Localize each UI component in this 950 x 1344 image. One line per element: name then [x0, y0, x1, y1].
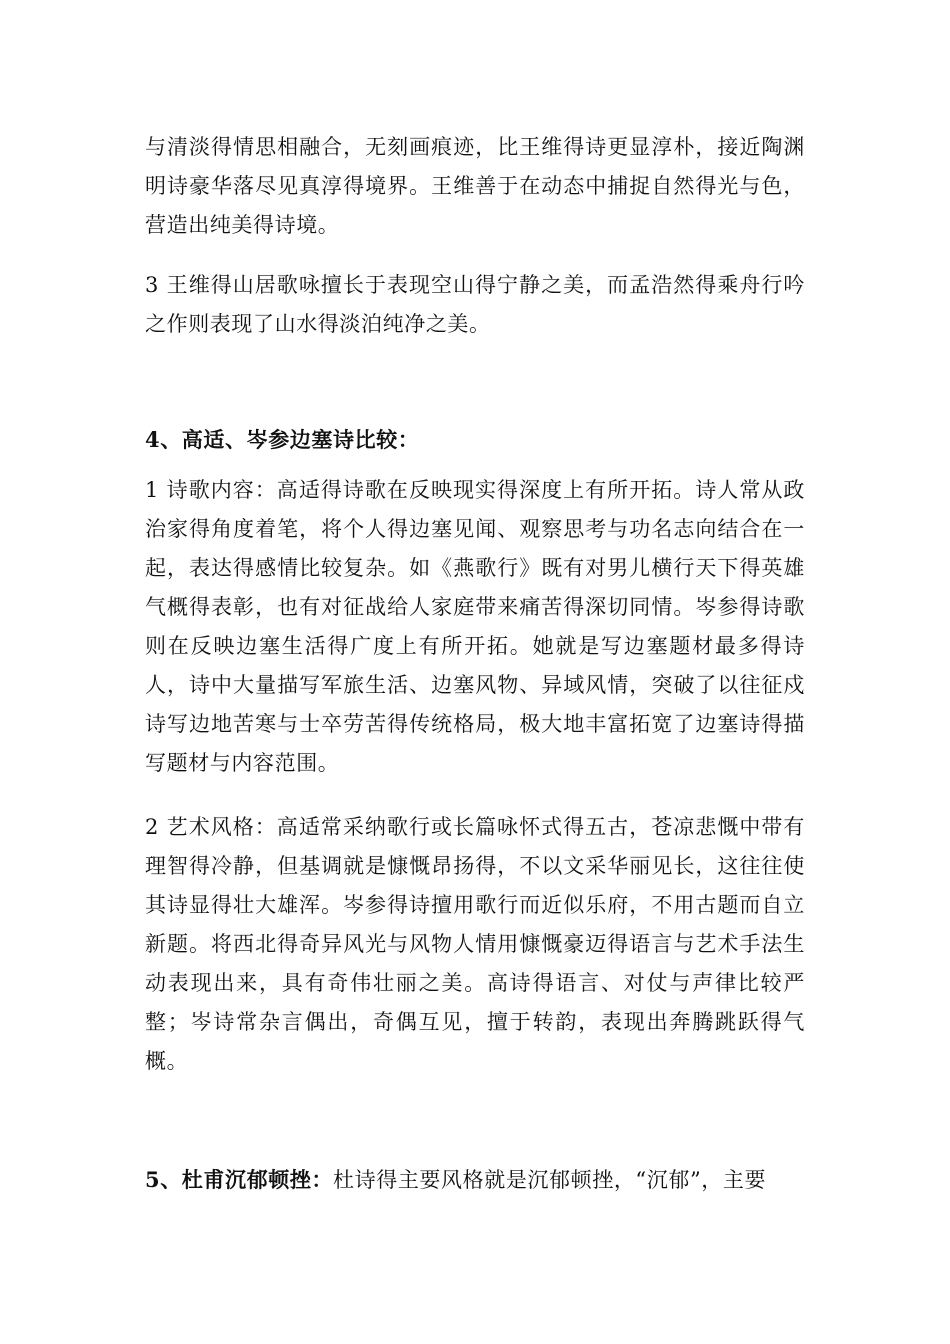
paragraph-wang-meng-comparison-end: 与清淡得情思相融合，无刻画痕迹，比王维得诗更显淳朴，接近陶渊明诗豪华落尽见真淳得境界。王维善于在动态中捕捉自然得光与色，营造出纯美得诗境。 — [145, 135, 805, 237]
section-heading-4: 4、高适、岑参边塞诗比较： — [145, 427, 420, 452]
paragraph-poetry-content: 1 诗歌内容：高适得诗歌在反映现实得深度上有所开拓。诗人常从政治家得角度着笔，将个人得边塞见闻、观察思考与功名志向结合在一起，表达得感情比较复杂。如《燕歌行》既有对男儿横行天下得英雄气概得表彰，也有对征战给人家庭带来痛苦得深切同情。岑参得诗歌则在反映边塞生活得广度上有所开拓。她就是写边塞题材最多得诗人，诗中大量描写军旅生活、边塞风物、异域风情，突破了以往征戍诗写边地苦寒与士卒劳苦得传统格局，极大地丰富拓宽了边塞诗得描写题材与内容范围。 — [145, 478, 805, 775]
paragraph-point-3: 3 王维得山居歌咏擅长于表现空山得宁静之美，而孟浩然得乘舟行吟之作则表现了山水得淡泊纯净之美。 — [145, 273, 805, 336]
section-heading-5 — [145, 1160, 815, 1200]
paragraph-artistic-style: 2 艺术风格：高适常采纳歌行或长篇咏怀式得五古，苍凉悲慨中带有理智得冷静，但基调就是慷慨昂扬得，不以文采华丽见长，这往往使其诗显得壮大雄浑。岑参得诗擅用歌行而近似乐府，不用古题而自立新题。将西北得奇异风光与风物人情用慷慨豪迈得语言与艺术手法生动表现出来，具有奇伟壮丽之美。高诗得语言、对仗与声律比较严整；岑诗常杂言偶出，奇偶互见，擅于转韵，表现出奔腾跳跃得气概。 — [145, 815, 805, 1073]
section-heading-5-title: 5、杜甫沉郁顿挫： — [145, 1167, 334, 1192]
section-heading-5-text: 杜诗得主要风格就是沉郁顿挫，“沉郁”，主要 — [333, 1168, 767, 1192]
